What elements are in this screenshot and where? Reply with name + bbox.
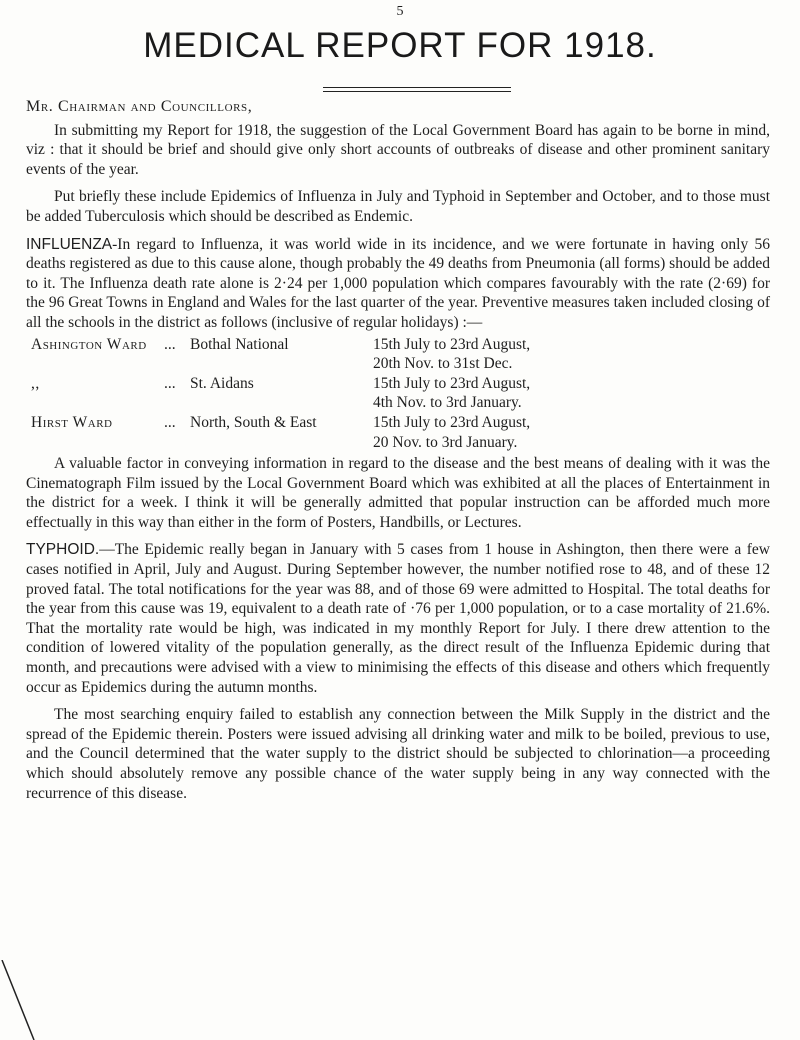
closure-row <box>26 413 770 452</box>
report-body <box>26 97 770 803</box>
typhoid-text: —The Epidemic really began in January with 5 cases from 1 house in Ashington, then there were a few cases notified in April, July and August. During September however, the number notified rose to 48, and of these 12 proved fatal. The total notifications for the year was 88, and of those 69 were admitted to Hospital. The total deaths for the year from this cause was 19, equivalent to a death rate of ·76 per 1,000 population, or to a case mortality of 21.6%. That the mortality rate would be high, was indicated in my monthly Report for July. I there drew attention to the condition of lowered vitality of the population generally, as the direct result of the Influenza Epidemic during that month, and precautions were advised with a view to minimising the effects of this disease and others which frequently occur as Epidemics during the autumn months. <box>26 541 770 696</box>
influenza-heading: INFLUENZA <box>26 235 113 253</box>
closure-period-second: 20th Nov. to 31st Dec. <box>373 355 513 373</box>
closure-row <box>26 335 770 374</box>
milk-supply-paragraph: The most searching enquiry failed to establish any connection between the Milk Supply in the district and the spread of the Epidemic therein. Posters were issued advising all drinking water and milk to be boiled, previous to use, and the Council determined that the water supply to the district should be subjected to chlorination—a proceeding which should absolutely remove any possible chance of the water supply being in any way connected with the recurrence of this disease. <box>26 706 770 802</box>
typhoid-heading: TYPHOID. <box>26 541 100 559</box>
closure-period-second: 4th Nov. to 3rd January. <box>373 394 522 412</box>
closure-period-second: 20 Nov. to 3rd January. <box>373 433 518 451</box>
closure-dots: ... <box>164 335 176 353</box>
title-underline-bottom <box>323 91 511 92</box>
closure-period-first: 15th July to 23rd August, <box>373 413 531 431</box>
influenza-text: -In regard to Influenza, it was world wide in its incidence, and we were fortunate in having only 56 deaths registered as due to this cause alone, though probably the 49 deaths from Pneumonia (all forms) should be added to it. The Influenza death rate alone is 2·24 per 1,000 population which compares favourably with the rate (2·69) for the 96 Great Towns in England and Wales for the last quarter of the year. Preventive measures taken included closing of all the schools in the district as follows (inclusive of regular holidays) :— <box>26 235 770 331</box>
closure-period <box>355 413 613 452</box>
summary-paragraph: Put briefly these include Epidemics of Influenza in July and Typhoid in September and October, and to those must be added Tuberculosis which should be described as Endemic. <box>26 188 770 225</box>
closure-period-first: 15th July to 23rd August, <box>373 374 531 392</box>
closure-school: Bothal National <box>190 335 289 353</box>
influenza-paragraph <box>26 235 770 333</box>
salutation: Mr. Chairman and Councillors, <box>26 98 253 115</box>
closure-period <box>355 374 613 413</box>
closure-period-first: 15th July to 23rd August, <box>373 335 531 353</box>
closure-school: St. Aidans <box>190 374 254 392</box>
closure-period <box>355 335 613 374</box>
page-number: 5 <box>396 4 404 19</box>
closure-dots: ... <box>164 413 176 431</box>
closure-row <box>26 374 770 413</box>
closure-ward: Ashington Ward <box>31 335 147 353</box>
closure-school: North, South & East <box>190 413 317 431</box>
intro-paragraph: In submitting my Report for 1918, the suggestion of the Local Government Board has again to be borne in mind, viz : that it should be brief and should give only short accounts of outbreaks of disease and other prominent sanitary events of the year. <box>26 121 770 178</box>
closure-dots: ... <box>164 374 176 392</box>
typhoid-paragraph <box>26 540 770 697</box>
school-closures-table <box>26 335 770 453</box>
scan-margin-mark <box>0 960 40 1040</box>
closure-ward: ,, <box>31 374 40 392</box>
title-underline-top <box>323 87 511 88</box>
page-title: MEDICAL REPORT FOR 1918. <box>143 26 657 65</box>
cinematograph-paragraph: A valuable factor in conveying information in regard to the disease and the best means of dealing with it was the Cinematograph Film issued by the Local Government Board which was exhibited at all the places of Entertainment in the district for a week. I think it will be generally admitted that popular instruction can be afforded much more effectually in this way than either in the form of Posters, Handbills, or Lectures. <box>26 455 770 531</box>
closure-ward: Hirst Ward <box>31 413 113 431</box>
